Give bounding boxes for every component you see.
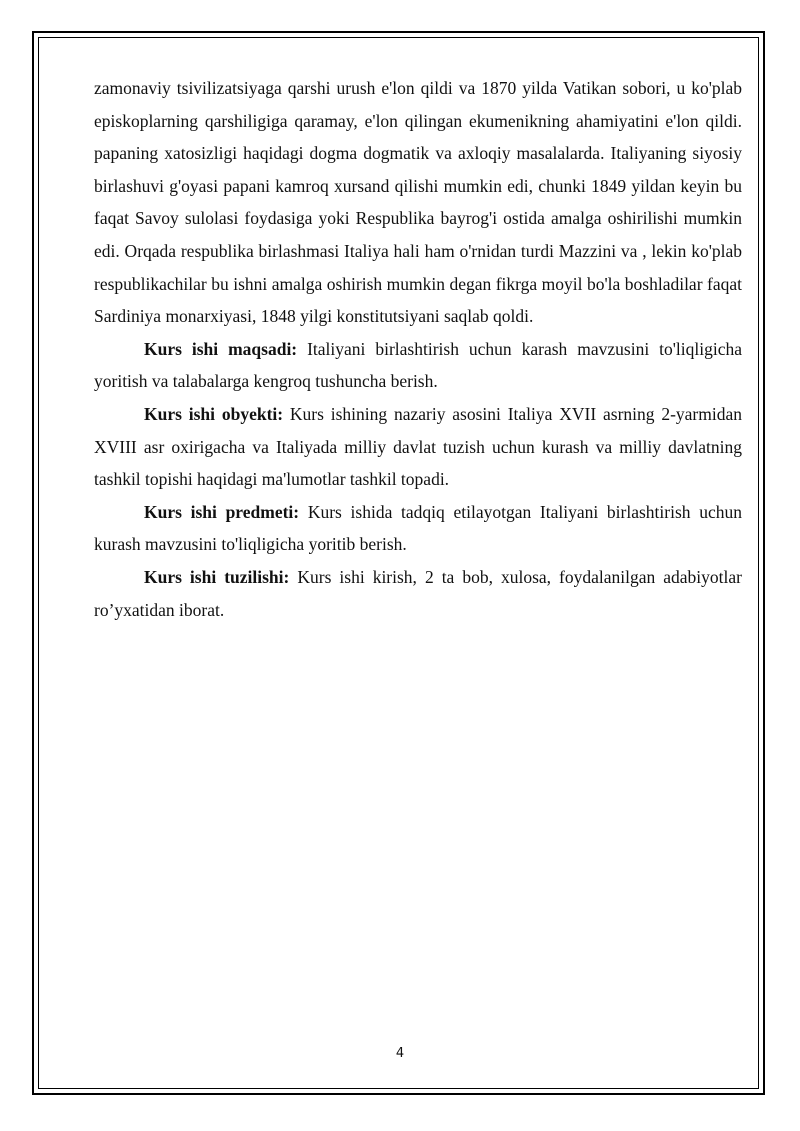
- section-subject-label: Kurs ishi predmeti:: [144, 501, 300, 522]
- section-object-label: Kurs ishi obyekti:: [144, 403, 284, 424]
- section-object: [94, 398, 742, 496]
- section-goal: [94, 333, 742, 398]
- page-number: 4: [395, 1046, 405, 1061]
- document-body: [94, 72, 742, 626]
- section-subject: [94, 496, 742, 561]
- section-goal-label: Kurs ishi maqsadi:: [144, 338, 298, 359]
- section-subject-text: Kurs ishida tadqiq etilayotgan Italiyani birlashtirish uchun kurash mavzusini to'liqligicha yoritib berish.: [94, 501, 742, 555]
- section-structure-label: Kurs ishi tuzilishi:: [144, 566, 290, 587]
- section-structure: [94, 561, 742, 626]
- section-object-text: Kurs ishining nazariy asosini Italiya XVII asrning 2-yarmidan XVIII asr oxirigacha va Italiyada milliy davlat tuzish uchun kurash va milliy davlatning tashkil topishi haqidagi ma'lumotlar tashkil topadi.: [94, 403, 742, 490]
- section-structure-text: Kurs ishi kirish, 2 ta bob, xulosa, foydalanilgan adabiyotlar ro’yxatidan iborat.: [94, 566, 742, 620]
- section-goal-text: Italiyani birlashtirish uchun karash mavzusini to'liqligicha yoritish va talabalarga kengroq tushuncha berish.: [94, 338, 742, 392]
- intro-paragraph: zamonaviy tsivilizatsiyaga qarshi urush e'lon qildi va 1870 yilda Vatikan sobori, u ko'plab episkoplarning qarshiligiga qaramay, e'lon qilingan ekumenikning ahamiyatini e'lon qildi. papaning xatosizligi haqidagi dogma dogmatik va axloqiy masalalarda. Italiyaning siyosiy birlashuvi g'oyasi papani kamroq xursand qilishi mumkin edi, chunki 1849 yildan keyin bu faqat Savoy sulolasi foydasiga yoki Respublika bayrog'i ostida amalga oshirilishi mumkin edi. Orqada respublika birlashmasi Italiya hali ham o'rnidan turdi Mazzini va , lekin ko'plab respublikachilar bu ishni amalga oshirish mumkin degan fikrga moyil bo'la boshladilar faqat Sardiniya monarxiyasi, 1848 yilgi konstitutsiyani saqlab qoldi.: [94, 78, 742, 327]
